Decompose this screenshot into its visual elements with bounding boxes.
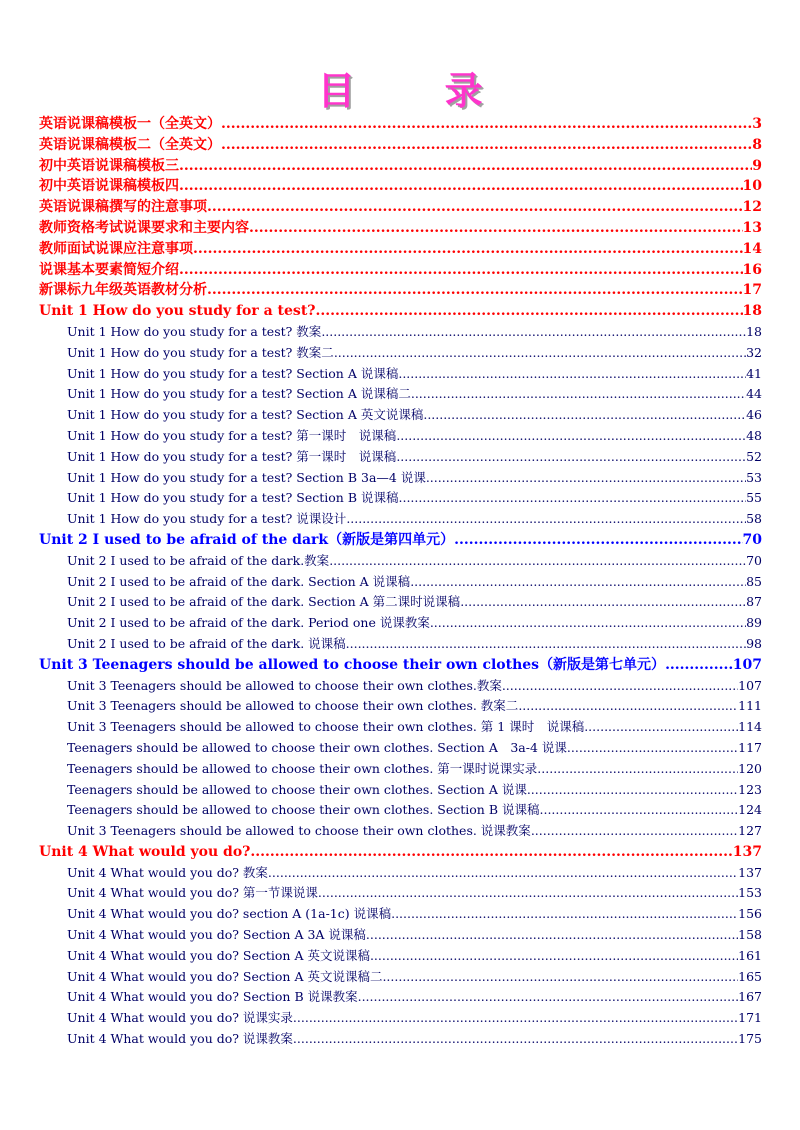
- dot-leader: [410, 572, 746, 593]
- toc-page-number: 89: [746, 615, 762, 631]
- toc-subentry[interactable]: [39, 509, 762, 530]
- toc-entry-title: Teenagers should be allowed to choose their own clothes. 第一课时说课实录: [67, 760, 538, 776]
- dot-leader: [321, 322, 746, 343]
- toc-entry-title: Unit 4 What would you do? Section A 英文说课稿二: [67, 968, 383, 984]
- dot-leader: [531, 821, 738, 842]
- toc-subentry[interactable]: [39, 592, 762, 613]
- dot-leader: [366, 925, 738, 946]
- toc-subentry[interactable]: [39, 572, 762, 593]
- toc-page-number: 171: [738, 1010, 762, 1026]
- toc-subentry[interactable]: [39, 759, 762, 780]
- toc-entry-title: Teenagers should be allowed to choose their own clothes. Section A 3a-4 说课: [67, 739, 567, 755]
- toc-page-number: 53: [746, 469, 762, 485]
- toc-page-number: 41: [746, 365, 762, 381]
- toc-entry[interactable]: [39, 530, 762, 551]
- toc-subentry[interactable]: [39, 468, 762, 489]
- toc-entry-title: Unit 4 What would you do? Section A 英文说课稿: [67, 947, 370, 963]
- toc-entry[interactable]: [39, 114, 762, 135]
- dot-leader: [584, 717, 738, 738]
- toc-subentry[interactable]: [39, 780, 762, 801]
- toc-entry-title: Unit 1 How do you study for a test? 说课设计: [67, 511, 347, 527]
- toc-entry-title: Unit 2 I used to be afraid of the dark. 说课稿: [67, 635, 346, 651]
- toc-page-number: 32: [746, 344, 762, 360]
- dot-leader: [318, 883, 738, 904]
- toc-page-number: 18: [746, 323, 762, 339]
- toc-entry[interactable]: [39, 260, 762, 281]
- toc-subentry[interactable]: [39, 800, 762, 821]
- dot-leader: [293, 1008, 738, 1029]
- toc-subentry[interactable]: [39, 1008, 762, 1029]
- toc-subentry[interactable]: [39, 676, 762, 697]
- toc-entry-title: Unit 1 How do you study for a test? 教案: [67, 323, 322, 339]
- toc-entry-title: Unit 4 What would you do?: [39, 843, 251, 860]
- toc-page-number: 123: [738, 781, 762, 797]
- toc-entry-title: 英语说课稿模板一（全英文）: [39, 116, 221, 132]
- dot-leader: [358, 987, 739, 1008]
- toc-subentry[interactable]: [39, 613, 762, 634]
- dot-leader: [370, 946, 738, 967]
- dot-leader: [396, 447, 746, 468]
- toc-page-number: 120: [738, 760, 762, 776]
- dot-leader: [391, 904, 738, 925]
- toc-page-number: 12: [742, 199, 762, 216]
- toc-entry[interactable]: [39, 135, 762, 156]
- toc-subentry[interactable]: [39, 904, 762, 925]
- dot-leader: [460, 592, 746, 613]
- toc-entry-title: Unit 2 I used to be afraid of the dark（新版是第四单元）: [39, 531, 455, 548]
- toc-page-number: 85: [746, 573, 762, 589]
- toc-page-number: 70: [742, 531, 762, 548]
- dot-leader: [430, 613, 746, 634]
- toc-entry-title: Unit 1 How do you study for a test? Section B 3a—4 说课: [67, 469, 426, 485]
- toc-page-number: 48: [746, 427, 762, 443]
- toc-subentry[interactable]: [39, 405, 762, 426]
- dot-leader: [454, 530, 742, 551]
- toc-entry-title: Unit 1 How do you study for a test? 教案二: [67, 344, 334, 360]
- toc-subentry[interactable]: [39, 343, 762, 364]
- page-title: 目 录: [317, 69, 521, 113]
- dot-leader: [207, 280, 743, 301]
- dot-leader: [334, 343, 746, 364]
- toc-page-number: 107: [738, 677, 762, 693]
- dot-leader: [316, 301, 743, 322]
- toc-page-number: 10: [742, 178, 762, 195]
- toc-page-number: 165: [738, 968, 762, 984]
- toc-page-number: 8: [752, 136, 762, 153]
- toc-subentry[interactable]: [39, 717, 762, 738]
- dot-leader: [423, 405, 746, 426]
- dot-leader: [193, 239, 743, 260]
- toc-entry[interactable]: [39, 239, 762, 260]
- toc-entry-title: Unit 1 How do you study for a test? 第一课时 说课稿: [67, 448, 397, 464]
- toc-entry-title: Teenagers should be allowed to choose their own clothes. Section A 说课: [67, 781, 527, 797]
- toc-entry-title: 说课基本要素简短介绍: [39, 261, 179, 278]
- toc-page-number: 18: [742, 303, 762, 320]
- toc-entry-title: Unit 4 What would you do? section A (1a-1c) 说课稿: [67, 906, 392, 922]
- toc-subentry[interactable]: [39, 967, 762, 988]
- toc-page-number: 9: [752, 157, 762, 174]
- table-of-contents: [39, 114, 762, 1050]
- toc-page-number: 98: [746, 635, 762, 651]
- dot-leader: [537, 759, 738, 780]
- toc-entry[interactable]: [39, 197, 762, 218]
- toc-entry-title: Unit 4 What would you do? 说课实录: [67, 1010, 293, 1026]
- toc-entry[interactable]: [39, 218, 762, 239]
- dot-leader: [396, 426, 746, 447]
- toc-page-number: 161: [738, 947, 762, 963]
- dot-leader: [268, 863, 738, 884]
- dot-leader: [426, 468, 746, 489]
- toc-entry-title: Unit 2 I used to be afraid of the dark. Section A 说课稿: [67, 573, 411, 589]
- dot-leader: [346, 634, 746, 655]
- toc-page-number: 111: [738, 698, 762, 714]
- toc-subentry[interactable]: [39, 364, 762, 385]
- toc-entry-title: 英语说课稿模板二（全英文）: [39, 136, 221, 153]
- toc-page-number: 137: [732, 843, 762, 860]
- dot-leader: [329, 551, 746, 572]
- toc-page-number: 158: [738, 927, 762, 943]
- toc-entry-title: Unit 2 I used to be afraid of the dark.教案: [67, 552, 330, 568]
- toc-entry-title: Unit 3 Teenagers should be allowed to choose their own clothes. 说课教案: [67, 823, 531, 839]
- toc-subentry[interactable]: [39, 1029, 762, 1050]
- dot-leader: [540, 800, 739, 821]
- toc-subentry[interactable]: [39, 987, 762, 1008]
- toc-page-number: 87: [746, 594, 762, 610]
- toc-entry-title: Unit 4 What would you do? 说课教案: [67, 1031, 293, 1047]
- dot-leader: [518, 696, 738, 717]
- toc-entry-title: 新课标九年级英语教材分析: [39, 282, 207, 299]
- dot-leader: [346, 509, 746, 530]
- toc-entry-title: 教师面试说课应注意事项: [39, 240, 193, 257]
- toc-entry-title: Unit 4 What would you do? Section A 3A 说课稿: [67, 927, 366, 943]
- dot-leader: [221, 135, 752, 156]
- dot-leader: [567, 738, 738, 759]
- toc-entry-title: 教师资格考试说课要求和主要内容: [39, 219, 249, 236]
- toc-entry-title: Unit 1 How do you study for a test? 第一课时 说课稿: [67, 427, 397, 443]
- toc-page-number: 137: [738, 864, 762, 880]
- toc-entry-title: Unit 1 How do you study for a test?: [39, 303, 316, 320]
- toc-subentry[interactable]: [39, 821, 762, 842]
- toc-subentry[interactable]: [39, 488, 762, 509]
- toc-subentry[interactable]: [39, 384, 762, 405]
- toc-page-number: 117: [738, 739, 762, 755]
- toc-page-number: 44: [746, 386, 762, 402]
- toc-subentry[interactable]: [39, 551, 762, 572]
- dot-leader: [179, 260, 743, 281]
- toc-page-number: 46: [746, 407, 762, 423]
- dot-leader: [221, 114, 752, 135]
- toc-page-number: 52: [746, 448, 762, 464]
- toc-entry-title: 英语说课稿撰写的注意事项: [39, 199, 207, 216]
- dot-leader: [399, 488, 747, 509]
- toc-entry-title: Unit 1 How do you study for a test? Section A 英文说课稿: [67, 407, 424, 423]
- dot-leader: [398, 364, 746, 385]
- toc-page-number: 114: [738, 719, 762, 735]
- toc-entry[interactable]: [39, 156, 762, 177]
- toc-subentry[interactable]: [39, 946, 762, 967]
- toc-page-number: 16: [742, 261, 762, 278]
- toc-page-number: 3: [752, 116, 762, 132]
- dot-leader: [665, 655, 733, 676]
- toc-entry-title: Unit 1 How do you study for a test? Section B 说课稿: [67, 490, 399, 506]
- toc-entry-title: Unit 1 How do you study for a test? Section A 说课稿二: [67, 386, 411, 402]
- toc-page-number: 17: [742, 282, 762, 299]
- toc-subentry[interactable]: [39, 634, 762, 655]
- toc-entry[interactable]: [39, 176, 762, 197]
- toc-entry-title: Unit 4 What would you do? Section B 说课教案: [67, 989, 358, 1005]
- dot-leader: [207, 197, 743, 218]
- toc-page-number: 13: [742, 219, 762, 236]
- toc-page-number: 167: [738, 989, 762, 1005]
- toc-page-number: 124: [738, 802, 762, 818]
- toc-subentry[interactable]: [39, 447, 762, 468]
- toc-entry-title: 初中英语说课稿模板三: [39, 157, 179, 174]
- toc-entry-title: Unit 2 I used to be afraid of the dark. Period one 说课教案: [67, 615, 430, 631]
- toc-entry[interactable]: [39, 655, 762, 676]
- toc-entry-title: 初中英语说课稿模板四: [39, 178, 179, 195]
- toc-entry-title: Unit 3 Teenagers should be allowed to choose their own clothes.教案: [67, 677, 502, 693]
- dot-leader: [250, 842, 732, 863]
- toc-entry-title: Teenagers should be allowed to choose their own clothes. Section B 说课稿: [67, 802, 540, 818]
- dot-leader: [249, 218, 743, 239]
- toc-entry[interactable]: [39, 301, 762, 322]
- toc-entry-title: Unit 3 Teenagers should be allowed to choose their own clothes（新版是第七单元）: [39, 656, 666, 673]
- toc-page-number: 58: [746, 511, 762, 527]
- toc-subentry[interactable]: [39, 322, 762, 343]
- toc-subentry[interactable]: [39, 863, 762, 884]
- toc-subentry[interactable]: [39, 696, 762, 717]
- toc-page-number: 175: [738, 1031, 762, 1047]
- toc-page-number: 156: [738, 906, 762, 922]
- toc-entry-title: Unit 1 How do you study for a test? Section A 说课稿: [67, 365, 399, 381]
- toc-subentry[interactable]: [39, 426, 762, 447]
- toc-entry[interactable]: [39, 842, 762, 863]
- toc-entry-title: Unit 3 Teenagers should be allowed to choose their own clothes. 教案二: [67, 698, 519, 714]
- toc-entry-title: Unit 4 What would you do? 教案: [67, 864, 268, 880]
- toc-entry-title: Unit 4 What would you do? 第一节课说课: [67, 885, 318, 901]
- toc-page-number: 127: [738, 823, 762, 839]
- dot-leader: [382, 967, 738, 988]
- dot-leader: [527, 780, 738, 801]
- toc-subentry[interactable]: [39, 925, 762, 946]
- toc-page-number: 70: [746, 552, 762, 568]
- dot-leader: [293, 1029, 738, 1050]
- toc-subentry[interactable]: [39, 883, 762, 904]
- toc-entry[interactable]: [39, 280, 762, 301]
- toc-entry-title: Unit 2 I used to be afraid of the dark. Section A 第二课时说课稿: [67, 594, 461, 610]
- toc-subentry[interactable]: [39, 738, 762, 759]
- dot-leader: [179, 156, 752, 177]
- toc-page-number: 55: [746, 490, 762, 506]
- dot-leader: [411, 384, 746, 405]
- toc-page-number: 14: [742, 240, 762, 257]
- dot-leader: [502, 676, 738, 697]
- toc-page-number: 107: [732, 656, 762, 673]
- dot-leader: [179, 176, 743, 197]
- toc-page-number: 153: [738, 885, 762, 901]
- toc-entry-title: Unit 3 Teenagers should be allowed to choose their own clothes. 第 1 课时 说课稿: [67, 719, 585, 735]
